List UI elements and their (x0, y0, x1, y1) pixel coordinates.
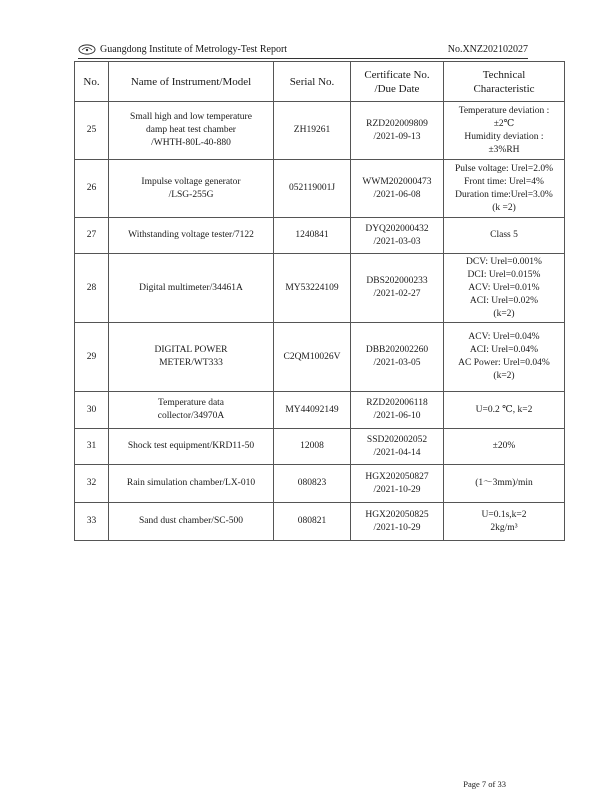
serial-number: 080823 (274, 465, 351, 503)
certificate-line: /2021-06-10 (373, 411, 421, 421)
serial-number: C2QM10026V (274, 323, 351, 392)
certificate-cell (351, 392, 444, 429)
table-header-row (75, 62, 565, 102)
certificate-line: /2021-03-05 (373, 358, 421, 368)
technical-characteristic-line: Front time: Urel=4% (464, 176, 544, 187)
row-number: 28 (75, 254, 109, 323)
technical-characteristic-line: Duration time:Urel=3.0% (455, 189, 553, 200)
technical-characteristic-cell (444, 102, 565, 160)
instrument-name-line: /LSG-255G (168, 189, 214, 200)
certificate-line: /2021-09-13 (373, 131, 421, 142)
technical-characteristic-line: Pulse voltage: Urel=2.0% (455, 163, 553, 174)
instrument-name-cell (109, 503, 274, 541)
serial-number: MY44092149 (274, 392, 351, 429)
certificate-line: DBB202002260 (365, 345, 429, 355)
technical-characteristic-cell (444, 323, 565, 392)
table-row (75, 254, 565, 323)
serial-number: 12008 (274, 429, 351, 465)
report-number: No.XNZ202102027 (447, 44, 528, 55)
column-header-certificate (351, 62, 444, 102)
instrument-name-cell (109, 465, 274, 503)
column-header-no: No. (75, 62, 109, 102)
instrument-name-line: Rain simulation chamber/LX-010 (126, 478, 256, 488)
technical-characteristic-line: Class 5 (490, 230, 518, 240)
certificate-cell (351, 503, 444, 541)
certificate-cell (351, 323, 444, 392)
technical-characteristic-line: ±3%RH (488, 144, 520, 155)
instrument-name-line: Small high and low temperature (130, 112, 252, 122)
technical-characteristic-line: U=0.1s,k=2 (481, 509, 527, 520)
technical-characteristic-line: ACI: Urel=0.04% (469, 345, 539, 355)
column-header-certificate-line: Certificate No. (364, 68, 430, 81)
table-row (75, 429, 565, 465)
header-divider (78, 58, 528, 59)
row-number: 27 (75, 218, 109, 254)
certificate-cell (351, 102, 444, 160)
column-header-instrument: Name of Instrument/Model (109, 62, 274, 102)
technical-characteristic-line: DCI: Urel=0.015% (467, 269, 541, 280)
technical-characteristic-line: U=0.2 ℃, k=2 (475, 404, 533, 415)
table-body (75, 102, 565, 541)
certificate-line: RZD202009809 (366, 118, 428, 129)
serial-number: 052119001J (274, 160, 351, 218)
serial-number: 1240841 (274, 218, 351, 254)
certificate-line: /2021-02-27 (373, 289, 421, 299)
column-header-technical-line: Technical (482, 68, 526, 81)
technical-characteristic-line: AC Power: Urel=0.04% (458, 358, 550, 368)
row-number: 29 (75, 323, 109, 392)
instrument-name-line: Withstanding voltage tester/7122 (128, 230, 254, 240)
organization-name: Guangdong Institute of Metrology-Test Report (100, 44, 288, 55)
row-number: 33 (75, 503, 109, 541)
certificate-line: DBS202000233 (366, 276, 428, 286)
table-row (75, 218, 565, 254)
certificate-line: SSD202002052 (366, 434, 428, 445)
column-header-technical (444, 62, 565, 102)
instrument-name-line: METER/WT333 (159, 358, 223, 368)
certificate-line: /2021-06-08 (373, 189, 421, 200)
technical-characteristic-line: ACV: Urel=0.04% (468, 332, 540, 342)
certificate-cell (351, 254, 444, 323)
certificate-cell (351, 465, 444, 503)
certificate-line: /2021-10-29 (373, 484, 421, 495)
row-number: 31 (75, 429, 109, 465)
technical-characteristic-line: (k=2) (493, 371, 515, 381)
row-number: 25 (75, 102, 109, 160)
certificate-line: RZD202006118 (366, 398, 428, 408)
instrument-name-line: Sand dust chamber/SC-500 (139, 516, 243, 526)
technical-characteristic-line: DCV: Urel=0.001% (466, 256, 542, 267)
column-header-technical-line: Characteristic (473, 82, 535, 95)
instrument-table (74, 61, 565, 541)
certificate-line: WWM202000473 (362, 176, 432, 187)
institute-logo-icon (78, 44, 96, 55)
technical-characteristic-cell (444, 465, 565, 503)
serial-number: 080821 (274, 503, 351, 541)
technical-characteristic-line: Humidity deviation : (464, 131, 544, 142)
technical-characteristic-line: (k=2) (493, 308, 515, 319)
certificate-line: /2021-04-14 (373, 447, 421, 458)
instrument-name-cell (109, 392, 274, 429)
table-row (75, 503, 565, 541)
certificate-line: /2021-10-29 (373, 522, 421, 533)
row-number: 32 (75, 465, 109, 503)
column-header-certificate-line: /Due Date (374, 82, 420, 95)
page-number: Page 7 of 33 (463, 779, 506, 789)
serial-number: MY53224109 (274, 254, 351, 323)
instrument-name-line: DIGITAL POWER (154, 345, 228, 355)
table-row (75, 392, 565, 429)
technical-characteristic-cell (444, 392, 565, 429)
instrument-name-line: Shock test equipment/KRD11-50 (127, 441, 255, 451)
instrument-name-line: Temperature data (157, 398, 225, 408)
technical-characteristic-cell (444, 254, 565, 323)
certificate-cell (351, 160, 444, 218)
serial-number: ZH19261 (274, 102, 351, 160)
technical-characteristic-line: (1～3mm)/min (475, 478, 533, 488)
technical-characteristic-line: ±2℃ (493, 118, 515, 129)
instrument-name-line: collector/34970A (157, 411, 225, 421)
technical-characteristic-line: ACV: Urel=0.01% (468, 282, 540, 293)
instrument-name-cell (109, 160, 274, 218)
instrument-name-line: Digital multimeter/34461A (139, 282, 243, 293)
row-number: 30 (75, 392, 109, 429)
certificate-line: HGX202050825 (365, 509, 429, 520)
technical-characteristic-cell (444, 429, 565, 465)
technical-characteristic-line: Temperature deviation : (458, 105, 550, 116)
instrument-name-line: damp heat test chamber (146, 125, 236, 135)
certificate-cell (351, 218, 444, 254)
row-number: 26 (75, 160, 109, 218)
technical-characteristic-line: (k =2) (492, 202, 516, 213)
column-header-serial: Serial No. (274, 62, 351, 102)
technical-characteristic-cell (444, 218, 565, 254)
table-row (75, 465, 565, 503)
instrument-name-line: Impulse voltage generator (141, 176, 241, 187)
instrument-name-cell (109, 429, 274, 465)
table-row (75, 323, 565, 392)
certificate-cell (351, 429, 444, 465)
technical-characteristic-line: 2kg/m³ (490, 522, 518, 533)
certificate-line: DYQ202000432 (365, 223, 429, 234)
technical-characteristic-cell (444, 503, 565, 541)
instrument-name-line: /WHTH-80L-40-880 (151, 138, 231, 148)
table-row (75, 160, 565, 218)
instrument-name-cell (109, 254, 274, 323)
table-row (75, 102, 565, 160)
certificate-line: /2021-03-03 (373, 236, 421, 247)
instrument-name-cell (109, 323, 274, 392)
technical-characteristic-cell (444, 160, 565, 218)
technical-characteristic-line: ACI: Urel=0.02% (469, 295, 539, 306)
technical-characteristic-line: ±20% (492, 441, 516, 451)
report-header (78, 43, 528, 57)
instrument-name-cell (109, 102, 274, 160)
instrument-name-cell (109, 218, 274, 254)
certificate-line: HGX202050827 (365, 471, 429, 482)
